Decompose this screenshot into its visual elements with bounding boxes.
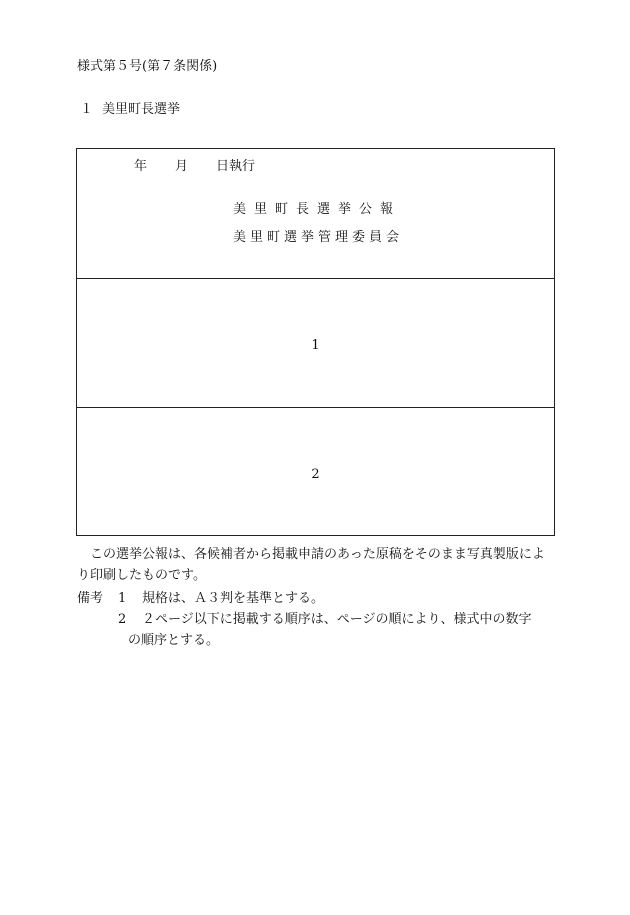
- date-day-execution: 日執行: [216, 159, 256, 174]
- section-number: １: [80, 102, 94, 117]
- candidate-block-2: [77, 407, 554, 536]
- remark-2-text-continued: の順序とする。: [128, 633, 220, 648]
- bulletin-issuer: 美里町選挙管理委員会: [233, 230, 404, 245]
- bulletin-title: 美里町長選挙公報: [233, 202, 402, 217]
- form-number: 様式第５号(第７条関係): [77, 59, 218, 74]
- remark-1-text: 規格は、Ａ３判を基準とする。: [142, 591, 325, 606]
- section-title: 美里町長選挙: [102, 102, 181, 117]
- remark-2-number: 2: [118, 612, 127, 627]
- date-month: 月: [175, 159, 189, 174]
- election-date-row: [134, 158, 255, 176]
- candidate-block-1-label: 1: [311, 338, 320, 353]
- section-heading: [80, 100, 180, 120]
- bulletin-form-frame: [76, 148, 555, 536]
- candidate-block-2-label: 2: [311, 467, 320, 482]
- notice-text: この選挙公報は、各候補者から掲載申請のあった原稿をそのまま写真製版により印刷したものです。: [77, 547, 545, 583]
- candidate-block-1: [77, 278, 554, 407]
- bulletin-header-block: [77, 149, 554, 278]
- date-year: 年: [134, 159, 148, 174]
- remarks-label: 備考: [77, 591, 104, 606]
- remark-2-text: ２ページ以下に掲載する順序は、ページの順により、様式中の数字: [142, 612, 532, 627]
- remark-1-number: 1: [118, 591, 127, 606]
